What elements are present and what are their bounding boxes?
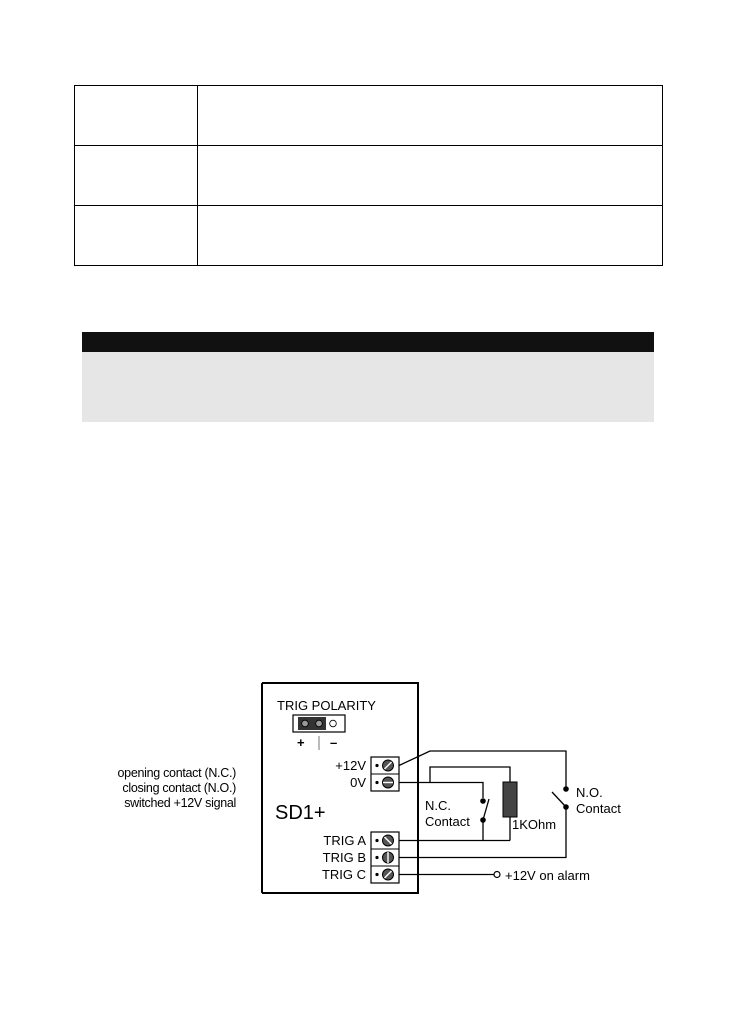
trig-polarity-label: TRIG POLARITY xyxy=(277,698,376,713)
no-label-line1: N.O. xyxy=(576,785,603,800)
terminal-label-0v: 0V xyxy=(350,775,366,790)
alarm-output-terminal xyxy=(494,872,500,878)
alarm-output-label: +12V on alarm xyxy=(505,868,590,883)
terminal-label-trig-c: TRIG C xyxy=(321,867,366,882)
no-contact-symbol xyxy=(552,786,569,810)
terminal-label-trig-b: TRIG B xyxy=(322,850,366,865)
legend-item-no: closing contact (N.O.) xyxy=(122,781,236,795)
jumper-pin xyxy=(316,720,323,727)
legend-item-nc: opening contact (N.C.) xyxy=(117,766,236,780)
terminal-label-trig-a: TRIG A xyxy=(323,833,366,848)
resistor-label: 1KOhm xyxy=(512,817,557,832)
terminal-block-power xyxy=(371,757,399,791)
device-label: SD1+ xyxy=(275,802,326,824)
legend-item-12v: switched +12V signal xyxy=(124,796,236,810)
nc-contact-symbol xyxy=(480,798,489,823)
polarity-plus-label: + xyxy=(297,735,305,750)
no-label-line2: Contact xyxy=(576,801,621,816)
jumper-pin xyxy=(302,720,309,727)
polarity-minus-label: – xyxy=(330,735,338,750)
resistor-symbol xyxy=(503,782,517,817)
terminal-block-trig xyxy=(371,832,399,883)
nc-label-line1: N.C. xyxy=(425,798,451,813)
nc-label-line2: Contact xyxy=(425,814,470,829)
jumper-pin xyxy=(330,720,337,727)
terminal-label-12v: +12V xyxy=(335,758,366,773)
